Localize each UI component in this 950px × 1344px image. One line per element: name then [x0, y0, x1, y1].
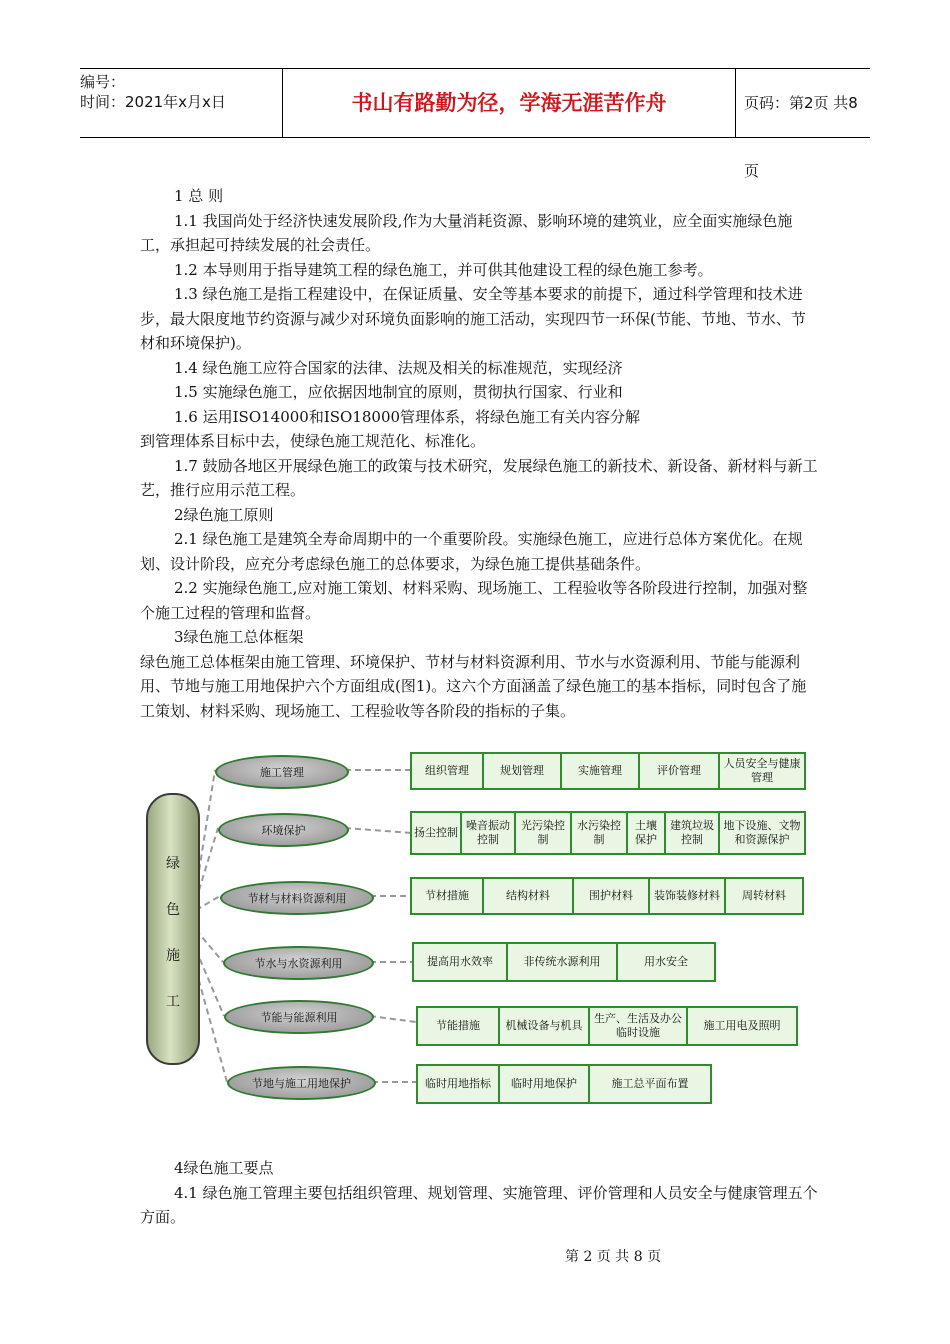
- item-box: 施工总平面布置: [589, 1065, 711, 1103]
- paragraph: 绿色施工总体框架由施工管理、环境保护、节材与材料资源利用、节水与水资源利用、节能与能源利用、节地与施工用地保护六个方面组成(图1)。这六个方面涵盖了绿色施工的基本指标，同时包含了施工策划、材料采购、现场施工、工程验收等各阶段的指标的子集。: [140, 652, 807, 720]
- items-environment-protection: [410, 811, 806, 855]
- date-label: 时间：2021年x月x日: [80, 93, 226, 111]
- item-box: 规划管理: [483, 753, 561, 789]
- connector-line: [370, 1016, 416, 1022]
- branch-material-saving: 节材与材料资源利用: [220, 881, 374, 915]
- items-land-saving: [416, 1064, 712, 1104]
- item-box: 用水安全: [617, 943, 715, 981]
- header-motto: 书山有路勤为径，学海无涯苦作舟: [282, 69, 736, 137]
- item-box: 围护材料: [573, 878, 649, 914]
- code-label: 编号：: [80, 73, 126, 91]
- branch-energy-saving: 节能与能源利用: [224, 1000, 374, 1034]
- paragraph: 3绿色施工总体框架: [174, 628, 304, 646]
- paragraph: 1.7 鼓励各地区开展绿色施工的政策与技术研究，发展绿色施工的新技术、新设备、新材料与新工艺，推行应用示范工程。: [140, 456, 818, 499]
- branch-water-saving: 节水与水资源利用: [223, 946, 374, 980]
- paragraph: 2绿色施工原则: [174, 505, 274, 524]
- item-box: 光污染控制: [515, 812, 571, 854]
- item-box: 扬尘控制: [411, 812, 461, 854]
- root-node-green-construction: [146, 793, 200, 1065]
- item-box: 机械设备与机具: [499, 1007, 589, 1045]
- item-box: 装饰装修材料: [649, 878, 725, 914]
- root-char: 施: [166, 948, 180, 964]
- header-left: [80, 69, 282, 140]
- item-box: 结构材料: [483, 878, 573, 914]
- item-box: 噪音振动控制: [461, 812, 515, 854]
- connector-line: [345, 828, 412, 833]
- paragraph: 到管理体系目标中去，使绿色施工规范化、标准化。: [140, 432, 486, 450]
- items-material-saving: [410, 877, 804, 915]
- item-box: 施工用电及照明: [687, 1007, 797, 1045]
- item-box: 地下设施、文物和资源保护: [719, 812, 805, 854]
- item-box: 非传统水源利用: [507, 943, 617, 981]
- item-box: 实施管理: [561, 753, 639, 789]
- connector-line: [196, 930, 223, 962]
- item-box: 建筑垃圾控制: [665, 812, 719, 854]
- branch-environment-protection: 环境保护: [218, 813, 349, 847]
- item-box: 临时用地保护: [499, 1065, 589, 1103]
- paragraph: 4绿色施工要点: [174, 1159, 274, 1177]
- paragraph: 1.4 绿色施工应符合国家的法律、法规及相关的标准规范，实现经济: [174, 358, 623, 377]
- connector-line: [196, 970, 227, 1082]
- items-energy-saving: [416, 1006, 798, 1046]
- item-box: 生产、生活及办公临时设施: [589, 1007, 687, 1045]
- paragraph: 1.2 本导则用于指导建筑工程的绿色施工，并可供其他建设工程的绿色施工参考。: [174, 260, 713, 279]
- items-water-saving: [412, 942, 716, 982]
- section-4: [140, 1156, 820, 1230]
- item-box: 节材措施: [411, 878, 483, 914]
- root-char: 工: [166, 994, 180, 1010]
- header-page-info: 页码：第2页 共8页: [744, 94, 858, 180]
- item-box: 水污染控制: [571, 812, 627, 854]
- item-box: 土壤保护: [627, 812, 665, 854]
- item-box: 提高用水效率: [413, 943, 507, 981]
- item-box: 节能措施: [417, 1007, 499, 1045]
- item-box: 临时用地指标: [417, 1065, 499, 1103]
- item-box: 人员安全与健康管理: [719, 753, 805, 789]
- item-box: 评价管理: [639, 753, 719, 789]
- page-header: [80, 68, 870, 180]
- root-char: 绿: [166, 856, 180, 872]
- paragraph: 2.2 实施绿色施工,应对施工策划、材料采购、现场施工、工程验收等各阶段进行控制，加强对整个施工过程的管理和监督。: [140, 579, 808, 622]
- item-box: 组织管理: [411, 753, 483, 789]
- paragraph: 2.1 绿色施工是建筑全寿命周期中的一个重要阶段。实施绿色施工，应进行总体方案优化。在规划、设计阶段，应充分考虑绿色施工的总体要求，为绿色施工提供基础条件。: [140, 530, 803, 573]
- framework-diagram: [140, 730, 820, 1120]
- paragraph: 1.5 实施绿色施工，应依据因地制宜的原则，贯彻执行国家、行业和: [174, 383, 623, 401]
- paragraph: 1.6 运用ISO14000和ISO18000管理体系，将绿色施工有关内容分解: [174, 407, 641, 426]
- document-body: [140, 184, 820, 723]
- item-box: 周转材料: [725, 878, 803, 914]
- branch-construction-management: 施工管理: [215, 755, 349, 789]
- paragraph: 1.1 我国尚处于经济快速发展阶段,作为大量消耗资源、影响环境的建筑业，应全面实施绿色施工，承担起可持续发展的社会责任。: [140, 211, 793, 254]
- page-footer: 第 2 页 共 8 页: [565, 1249, 662, 1265]
- root-char: 色: [166, 902, 180, 918]
- items-construction-management: [410, 752, 806, 790]
- paragraph: 4.1 绿色施工管理主要包括组织管理、规划管理、实施管理、评价管理和人员安全与健康管理五个方面。: [140, 1183, 818, 1226]
- paragraph: 1 总 则: [174, 187, 224, 205]
- branch-land-saving: 节地与施工用地保护: [227, 1066, 376, 1100]
- paragraph: 1.3 绿色施工是指工程建设中，在保证质量、安全等基本要求的前提下，通过科学管理和技术进步，最大限度地节约资源与减少对环境负面影响的施工活动，实现四节一环保(节能、节地、节水、节材和环境保护)。: [140, 285, 806, 352]
